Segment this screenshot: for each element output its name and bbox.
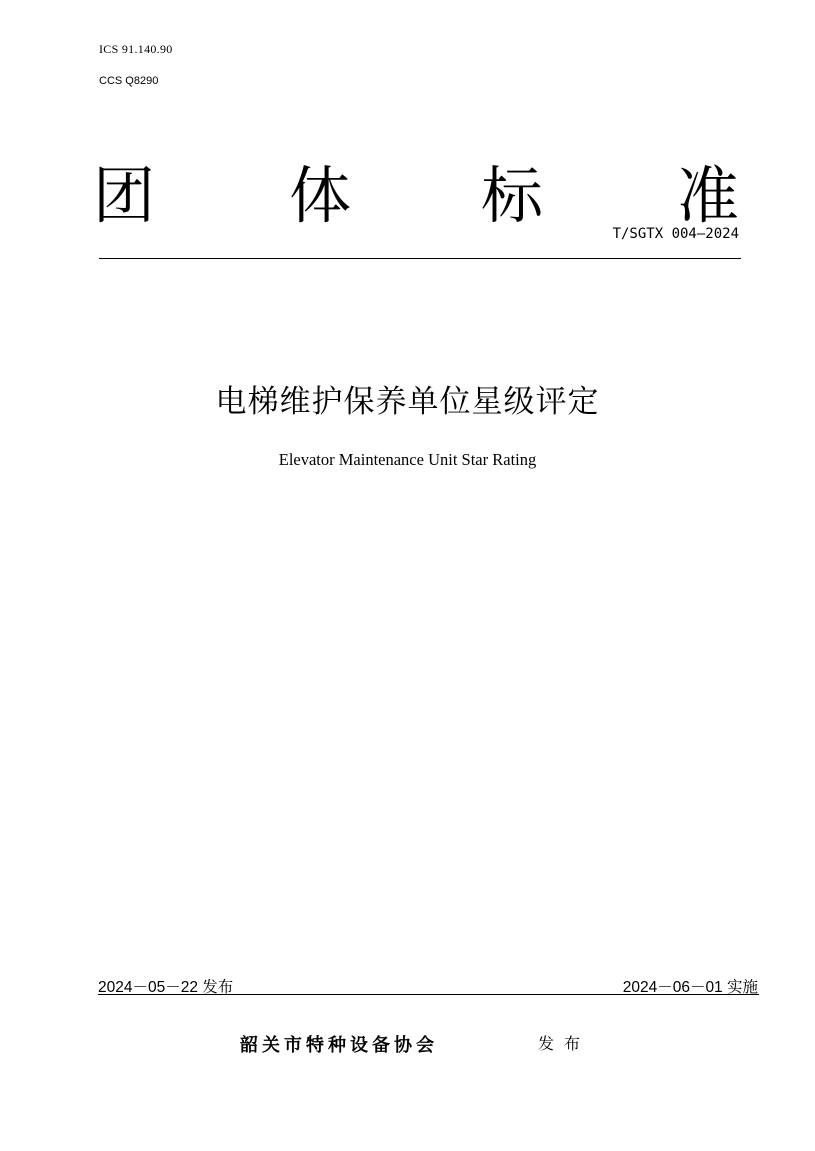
standard-type-char-2: 体 — [288, 159, 351, 232]
ccs-code: CCS Q8290 — [99, 75, 159, 87]
issue-date: 2024－05－22 发布 — [98, 979, 234, 996]
ics-code: ICS 91.140.90 — [99, 42, 173, 56]
standard-type-char-1: 团 — [92, 159, 155, 232]
standard-number: T/SGTX 004—2024 — [612, 226, 739, 242]
standard-type-char-3: 标 — [480, 159, 543, 232]
document-title-chinese: 电梯维护保养单位星级评定 — [215, 384, 600, 420]
document-title-english: Elevator Maintenance Unit Star Rating — [278, 450, 537, 469]
issuing-organization: 韶关市特种设备协会 — [240, 1035, 438, 1056]
standard-type-char-4: 准 — [676, 159, 739, 232]
issue-label: 发布 — [538, 1034, 591, 1053]
header-divider — [99, 258, 741, 259]
footer-divider — [98, 994, 759, 995]
implementation-date: 2024－06－01 实施 — [622, 979, 758, 996]
